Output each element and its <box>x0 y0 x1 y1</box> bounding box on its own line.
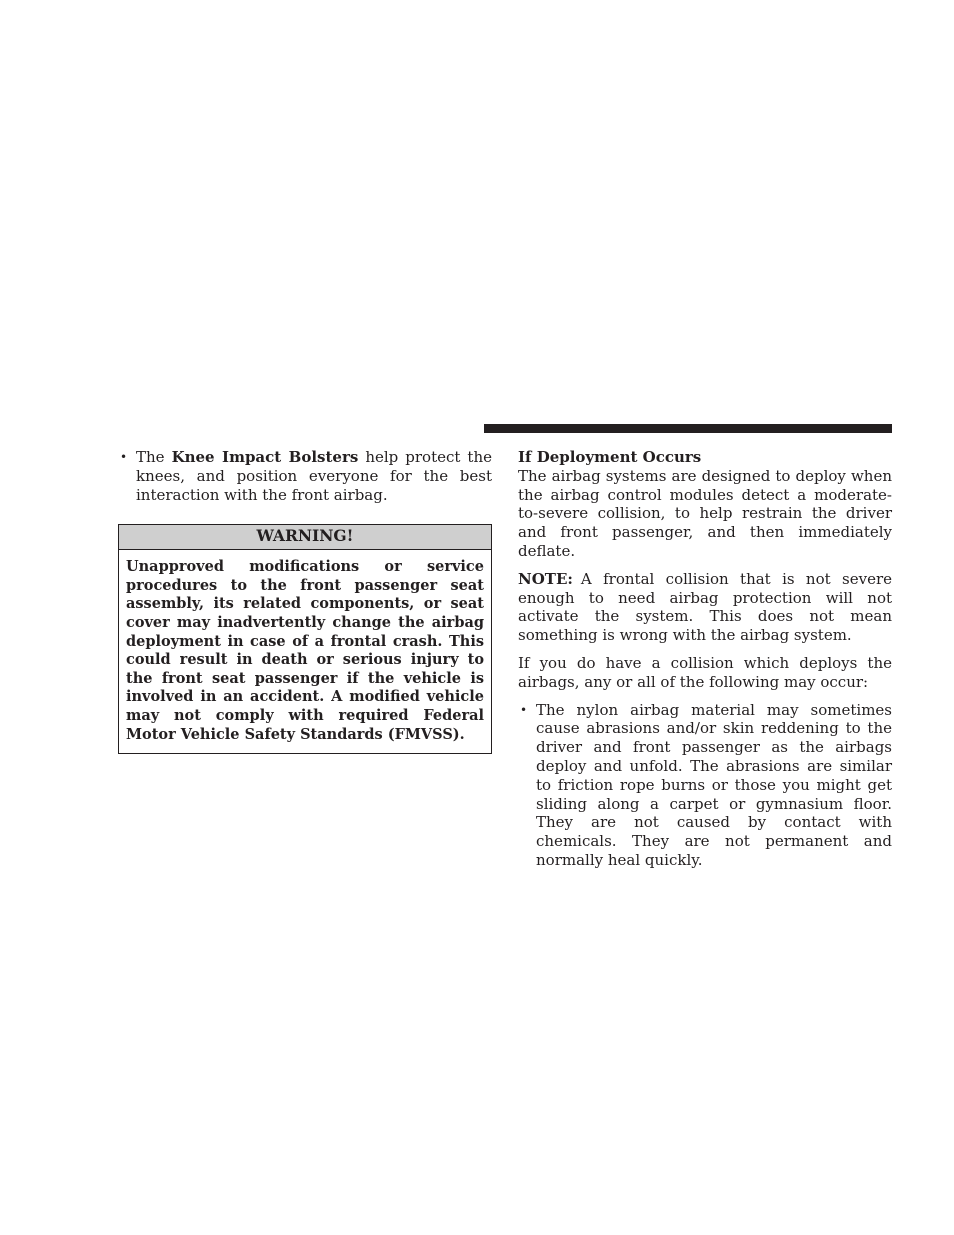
bullet-icon: • <box>520 702 528 717</box>
abrasion-text: The nylon airbag material may sometimes cause abrasions and/or skin reddening to the driver and front passenger as the airbags deploy and unfold. The abrasions are similar to friction rope burns or those you might get sliding along a carpet or gymnasium floor. They are not caused by contact with chemicals. They are not permanent and normally heal quickly. <box>536 700 892 869</box>
warning-title: WARNING! <box>119 525 491 550</box>
warning-box <box>118 524 492 754</box>
warning-body: Unapproved modifications or service procedures to the front passenger seat assembly, its related components, or seat cover may inadvertently change the airbag deployment in case of a frontal crash. This could result in death or serious injury to the front seat passenger if the vehicle is involved in an accident. A modified vehicle may not comply with required Federal Motor Vehicle Safety Standards (FMVSS). <box>126 558 484 743</box>
deployment-paragraph: The airbag systems are designed to deploy when the airbag control modules detect a moderate-to-severe collision, to help restrain the driver and front passenger, and then immediately deflate. <box>518 466 892 560</box>
collision-paragraph: If you do have a collision which deploys the airbags, any or all of the following may occur: <box>518 653 892 691</box>
bullet-icon: • <box>120 450 128 464</box>
note-label: NOTE: <box>518 569 573 588</box>
section-heading: If Deployment Occurs <box>518 448 702 466</box>
section-rule <box>484 424 892 433</box>
note-paragraph <box>518 570 892 645</box>
left-column <box>118 448 492 754</box>
knee-bolsters-term: Knee Impact Bolsters <box>171 448 359 466</box>
bullet-rest: help protect the knees, and position everyone for the best interaction with the front airbag. <box>136 448 492 504</box>
note-text: A frontal collision that is not severe enough to need airbag protection will not activate the system. This does not mean something is wrong with the airbag system. <box>518 569 892 645</box>
right-column <box>518 448 892 870</box>
bullet-prefix: The <box>136 448 172 466</box>
knee-bolster-bullet <box>118 448 492 504</box>
abrasion-bullet <box>518 701 892 870</box>
